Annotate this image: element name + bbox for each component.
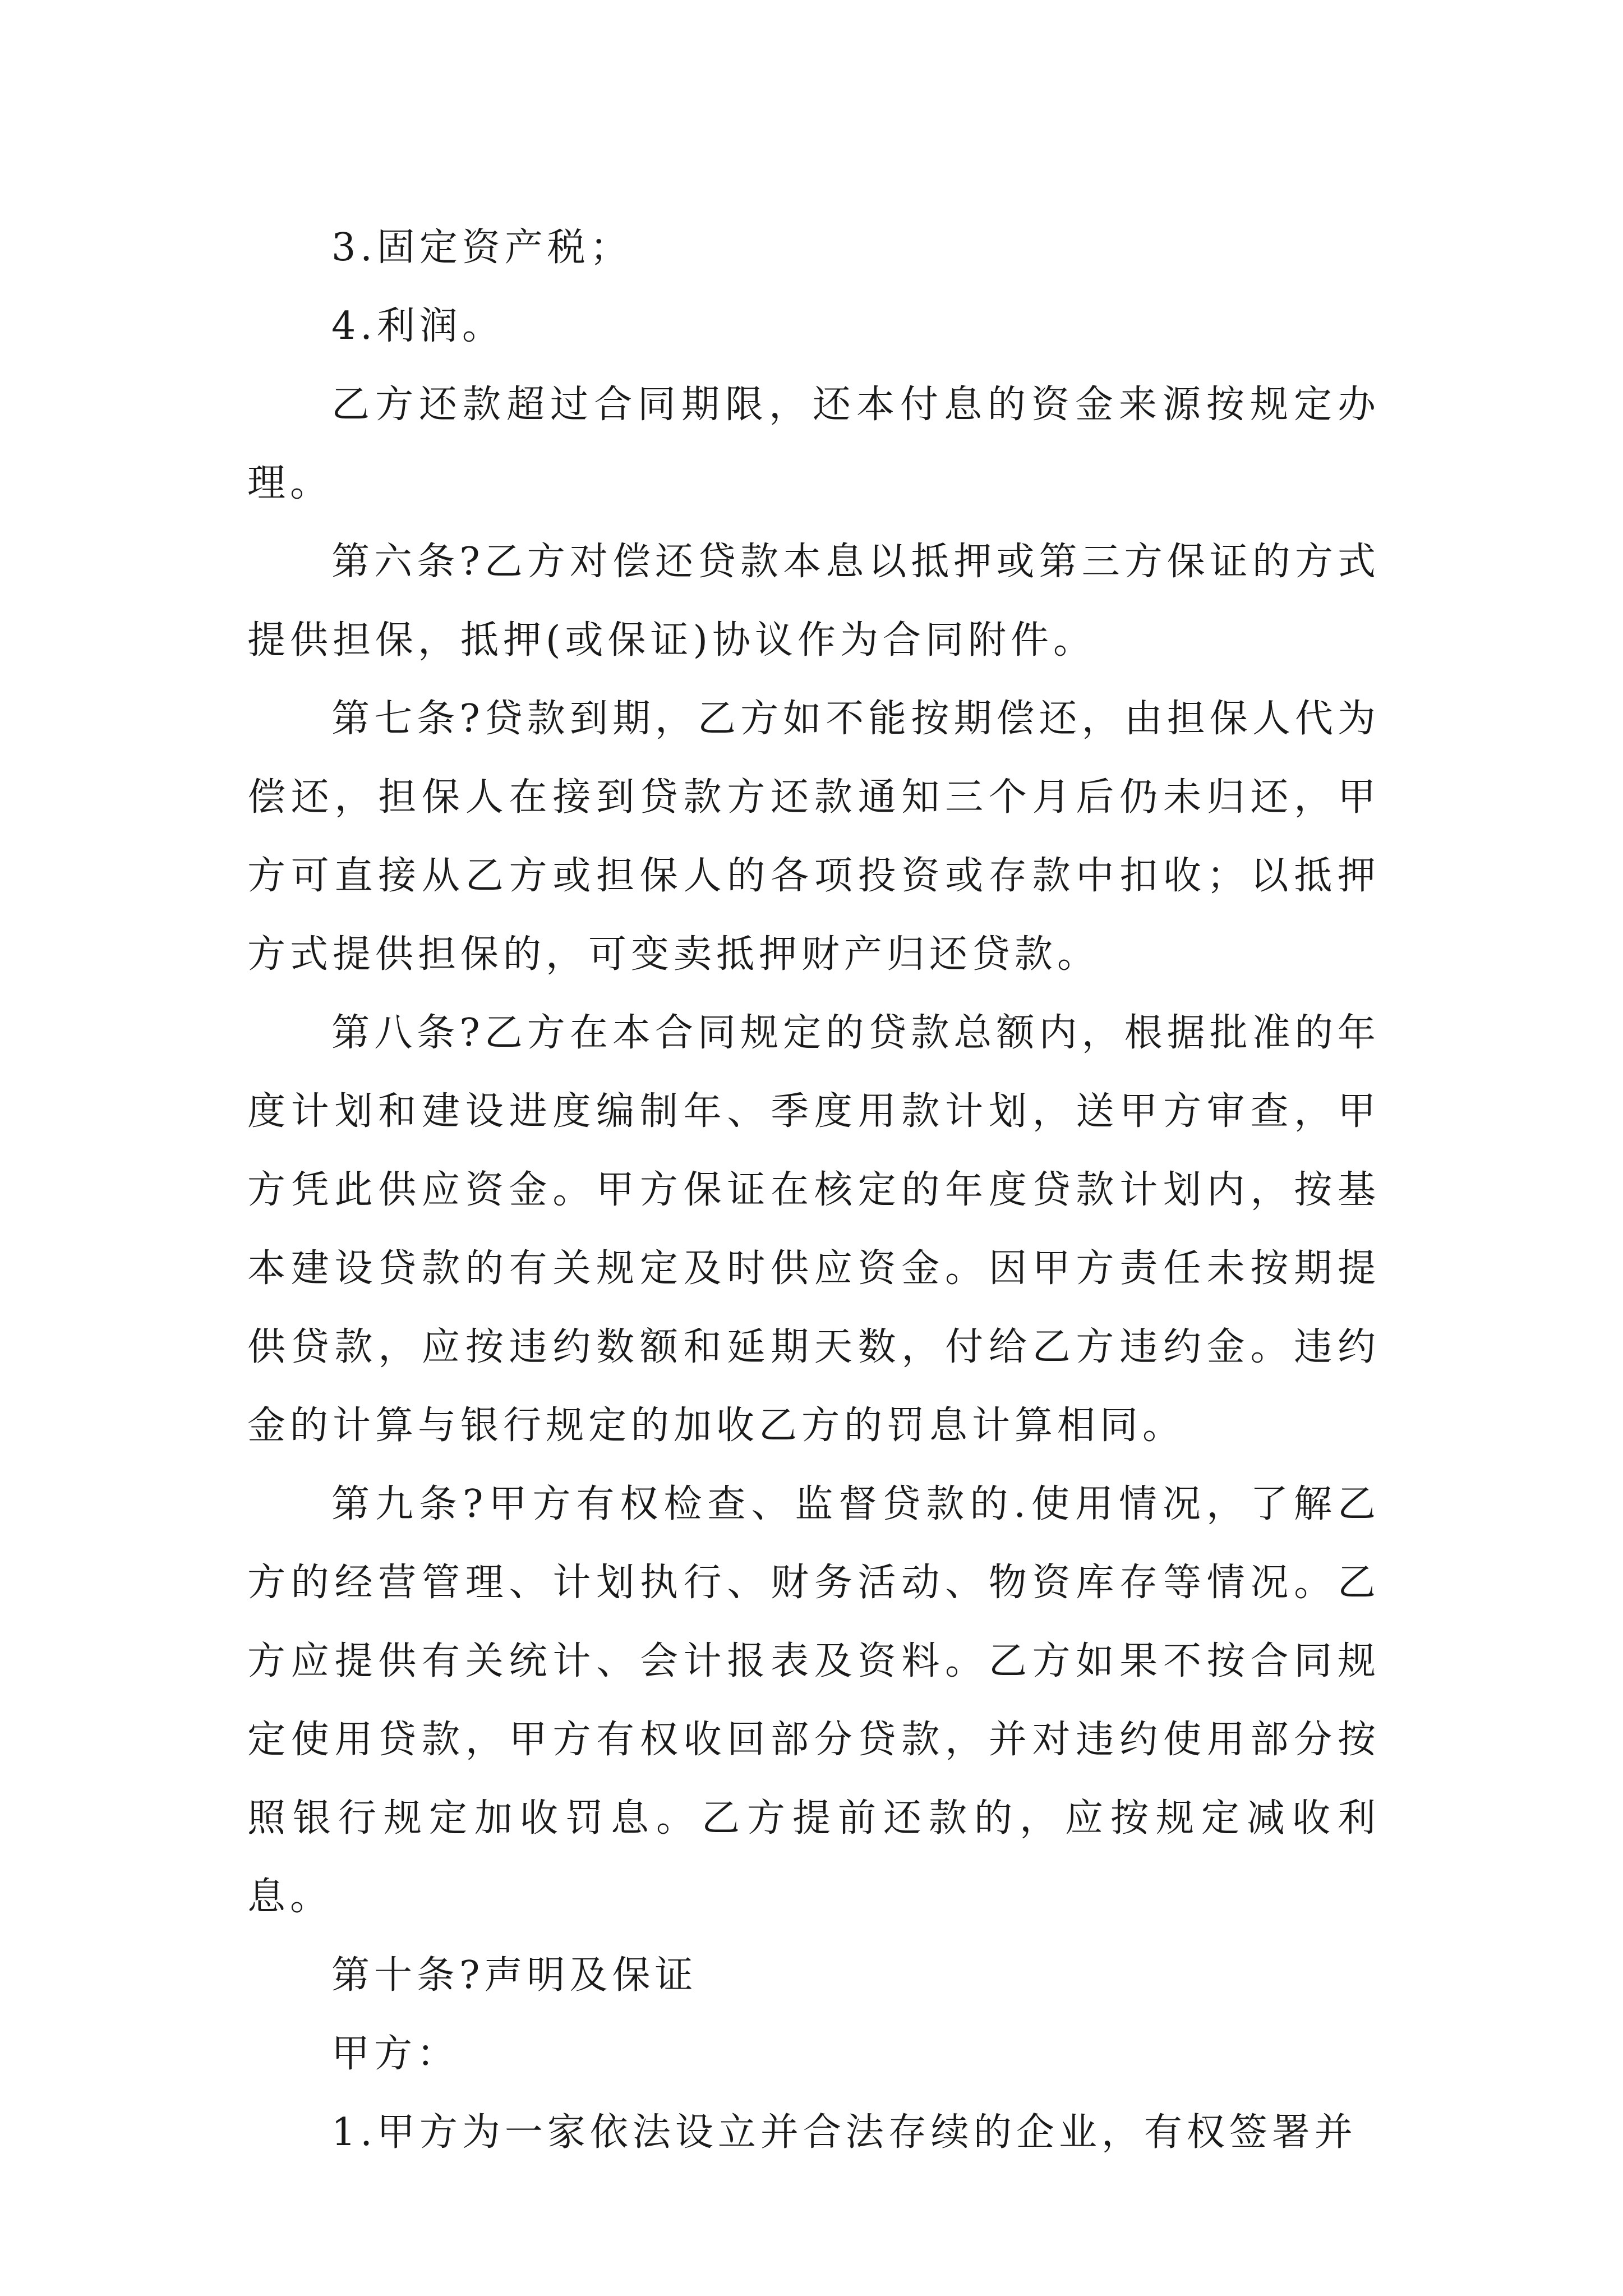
paragraph-party-a-item-1: 1.甲方为一家依法设立并合法存续的企业，有权签署并 [331,2110,1357,2155]
paragraph-article-7: 第七条?贷款到期，乙方如不能按期偿还，由担保人代为偿还，担保人在接到贷款方还款通知三个月后仍未归还，甲方可直接从乙方或担保人的各项投资或存款中扣收；以抵押方式提供担保的，可变卖抵押财产归还贷款。 [247,697,1380,977]
paragraph-item-3: 3.固定资产税； [331,226,633,270]
paragraph-item-4: 4.利润。 [331,304,505,348]
paragraph-party-a-heading: 甲方： [331,2032,460,2076]
paragraph-repayment-source: 乙方还款超过合同期限，还本付息的资金来源按规定办理。 [247,383,1380,505]
paragraph-article-6: 第六条?乙方对偿还贷款本息以抵押或第三方保证的方式提供担保，抵押(或保证)协议作为合同附件。 [247,540,1380,662]
paragraph-article-8: 第八条?乙方在本合同规定的贷款总额内，根据批准的年度计划和建设进度编制年、季度用款计划，送甲方审查，甲方凭此供应资金。甲方保证在核定的年度贷款计划内，按基本建设贷款的有关规定及时供应资金。因甲方责任未按期提供贷款，应按违约数额和延期天数，付给乙方违约金。违约金的计算与银行规定的加收乙方的罚息计算相同。 [247,1011,1380,1448]
document-page [247,209,1380,2172]
paragraph-article-10-heading: 第十条?声明及保证 [331,1953,698,1998]
paragraph-article-9: 第九条?甲方有权检查、监督贷款的.使用情况，了解乙方的经营管理、计划执行、财务活动、物资库存等情况。乙方应提供有关统计、会计报表及资料。乙方如果不按合同规定使用贷款，甲方有权收回部分贷款，并对违约使用部分按照银行规定加收罚息。乙方提前还款的，应按规定减收利息。 [247,1482,1380,1919]
